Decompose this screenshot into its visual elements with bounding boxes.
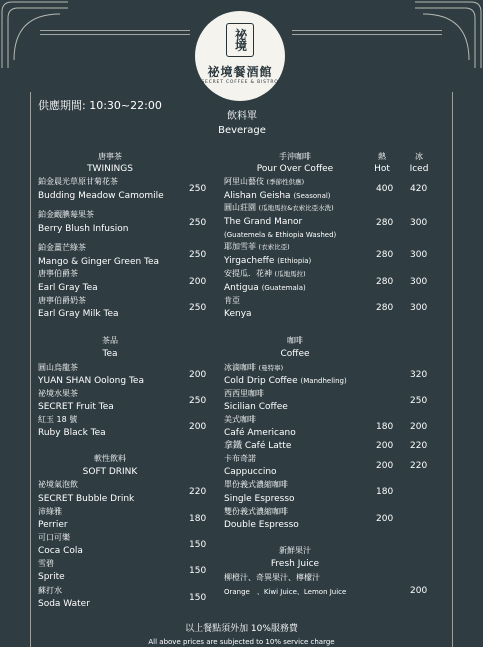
item-name-cn: 祕境氣泡飲 [38, 480, 78, 489]
column-iced-cn: 冰 [415, 152, 423, 161]
item-name-en: Ruby Black Tea [38, 428, 106, 438]
item-name-cn: 雙份義式濃縮咖啡 [224, 507, 288, 516]
price-hot: 180 [376, 487, 394, 497]
item-note-cn: (曼特寧) [258, 364, 284, 372]
item-name-en: SECRET Bubble Drink [38, 494, 135, 504]
item-name-cn: 鉑金靦腆莓果茶 [38, 210, 94, 219]
section-title-en: TWININGS [87, 164, 133, 174]
section-title-en: SOFT DRINK [82, 467, 138, 477]
item-name-cn: 鉑金薑芒綠茶 [38, 243, 86, 252]
price-iced: 300 [410, 277, 428, 287]
brand-name-cn: 祕境餐酒館 [207, 65, 273, 79]
price-hot: 200 [376, 461, 394, 471]
section-title-cn: 軟性飲料 [94, 454, 126, 463]
footer-note-cn: 以上餐點須外加 10%服務費 [185, 624, 298, 634]
price-iced: 300 [410, 218, 428, 228]
price-hot: 280 [376, 250, 394, 260]
price-hot: 280 [376, 218, 394, 228]
item-name-en: Cold Drip Coffee (Mandheling) [224, 376, 347, 386]
item-name-cn: 唐寧伯爵茶 [38, 269, 78, 278]
column-iced-en: Iced [409, 164, 429, 174]
item-note-cn: (瓜地馬拉) [274, 270, 306, 278]
item-price: 200 [189, 277, 207, 287]
brand-name-en: SECRET COFFEE & BISTRO [201, 80, 279, 85]
item-note-cn: (衣索比亞) [258, 243, 290, 251]
item-name-en: Coca Cola [38, 546, 83, 556]
price-iced: 320 [410, 370, 428, 380]
item-name-en: Sprite [38, 572, 65, 582]
item-name-en: Perrier [38, 520, 68, 530]
header-line-right-2 [292, 34, 442, 35]
price-iced: 300 [410, 250, 428, 260]
header-line-left-2 [40, 34, 190, 35]
item-name-cn: 圓山莊園 (瓜地馬拉&衣索比亞水洗) [224, 203, 334, 212]
item-name-cn: 冰滴咖啡 (曼特寧) [224, 363, 284, 372]
price-hot: 200 [376, 441, 394, 451]
item-name-en: Sicilian Coffee [224, 402, 288, 412]
item-price: 150 [189, 540, 207, 550]
section-title-cn: 新鮮果汁 [279, 546, 311, 555]
item-name-en: Alishan Geisha (Seasonal) [224, 191, 331, 201]
item-name-en: Mango & Ginger Green Tea [38, 257, 160, 267]
price-iced: 420 [410, 184, 428, 194]
item-name-cn: 圓山烏龍茶 [38, 363, 78, 372]
item-price: 250 [189, 184, 207, 194]
item-name-en: Orange 、Kiwi Juice、Lemon Juice [224, 588, 347, 596]
item-note-en: (Guatemala) [261, 284, 306, 292]
item-name-en: SECRET Fruit Tea [38, 402, 114, 412]
item-name-en: Kenya [224, 309, 252, 319]
item-name-cn: 美式咖啡 [224, 415, 256, 424]
item-name-en: Single Espresso [224, 494, 295, 504]
item-name-cn: 唐寧伯爵奶茶 [38, 296, 86, 305]
item-price: 200 [189, 422, 207, 432]
menu-title-cn: 飲料單 [227, 111, 257, 122]
item-name-cn: 耶加雪菲 (衣索比亞) [224, 242, 290, 251]
corner-ornament-top-right [413, 0, 483, 70]
section-title-en: Coffee [280, 349, 310, 359]
item-name-cn: 拿鐵 Café Latte [224, 441, 292, 451]
item-name-cn: 阿里山藝伎 (季節性供應) [224, 177, 305, 186]
section-title-en: Pour Over Coffee [256, 164, 334, 174]
item-price: 150 [189, 566, 207, 576]
item-price: 250 [189, 396, 207, 406]
section-title-cn: 唐寧茶 [98, 152, 122, 161]
item-name-cn: 沛綠雅 [38, 507, 62, 516]
item-name-en: Cappuccino [224, 467, 277, 477]
item-price: 250 [189, 303, 207, 313]
item-name-en: Earl Gray Milk Tea [38, 309, 119, 319]
price-iced: 220 [410, 461, 428, 471]
item-note-en: (Guatemela & Ethiopia Washed) [224, 231, 337, 239]
item-name-en: Café Americano [224, 428, 296, 438]
item-name-en: Berry Blush Infusion [38, 224, 129, 234]
item-name-cn: 蘇打水 [38, 586, 62, 595]
item-name-cn: 柳橙汁、奇異果汁、檸檬汁 [224, 573, 320, 582]
item-price: 150 [189, 593, 207, 603]
price-iced: 220 [410, 441, 428, 451]
item-price: 180 [189, 514, 207, 524]
logo-seal: 祕境 [226, 23, 254, 57]
price-iced: 250 [410, 396, 428, 406]
item-name-en: Yirgacheffe (Ethiopia) [224, 256, 312, 266]
item-name-cn: 雪碧 [38, 559, 54, 568]
section-title-cn: 咖啡 [287, 336, 303, 345]
menu-title-en: Beverage [218, 125, 266, 136]
price-hot: 180 [376, 422, 394, 432]
header-line-right [292, 30, 442, 31]
corner-ornament-top-left [0, 0, 70, 70]
price-hot: 400 [376, 184, 394, 194]
item-name-en: YUAN SHAN Oolong Tea [38, 376, 144, 386]
item-note-en: (Ethiopia) [277, 257, 312, 265]
brand-logo [195, 11, 285, 101]
item-name-cn: 紅玉 18 號 [38, 415, 78, 424]
column-hot-en: Hot [374, 164, 390, 174]
item-name-en: Soda Water [38, 599, 90, 609]
item-name-en: Double Espresso [224, 520, 299, 530]
item-name-cn: 鉑金晨光草原甘菊花茶 [38, 177, 118, 186]
section-title-cn: 茶品 [102, 336, 118, 345]
service-hours: 供應期間: 10:30~22:00 [38, 99, 162, 112]
header-line-left [40, 30, 190, 31]
price-hot: 280 [376, 303, 394, 313]
item-name-cn: 安提瓜．花神 (瓜地馬拉) [224, 269, 306, 278]
section-title-cn: 手沖咖啡 [279, 152, 311, 161]
section-title-en: Fresh Juice [270, 559, 320, 569]
item-price: 200 [189, 370, 207, 380]
item-price: 220 [189, 487, 207, 497]
item-name-en: Antigua (Guatemala) [224, 283, 306, 293]
item-name-en: Budding Meadow Camomile [38, 191, 164, 201]
item-name-cn: 祕境水果茶 [38, 389, 78, 398]
item-price: 250 [189, 218, 207, 228]
item-price: 250 [189, 250, 207, 260]
section-title-en: Tea [102, 349, 118, 359]
footer-note-en: All above prices are subjected to 10% service charge [148, 638, 335, 646]
border-right [452, 92, 453, 647]
item-name-en: The Grand Manor [224, 217, 303, 227]
item-note-cn: (季節性供應) [266, 178, 305, 186]
item-name-cn: 單份義式濃縮咖啡 [224, 480, 288, 489]
item-note-en: (Seasonal) [293, 192, 331, 200]
column-hot-cn: 熱 [378, 152, 386, 161]
item-name-en: Earl Gray Tea [38, 283, 98, 293]
price-iced: 200 [410, 586, 428, 596]
item-name-cn: 可口可樂 [38, 533, 70, 542]
item-name-cn: 卡布奇諾 [224, 454, 256, 463]
price-hot: 280 [376, 277, 394, 287]
item-name-cn: 肯亞 [224, 296, 240, 305]
item-name-cn: 西西里咖啡 [224, 389, 264, 398]
item-note-cn: (瓜地馬拉&衣索比亞水洗) [258, 204, 334, 212]
price-hot: 200 [376, 514, 394, 524]
border-left [30, 92, 31, 647]
price-iced: 300 [410, 303, 428, 313]
item-note-en: (Mandheling) [300, 377, 347, 385]
price-iced: 200 [410, 422, 428, 432]
